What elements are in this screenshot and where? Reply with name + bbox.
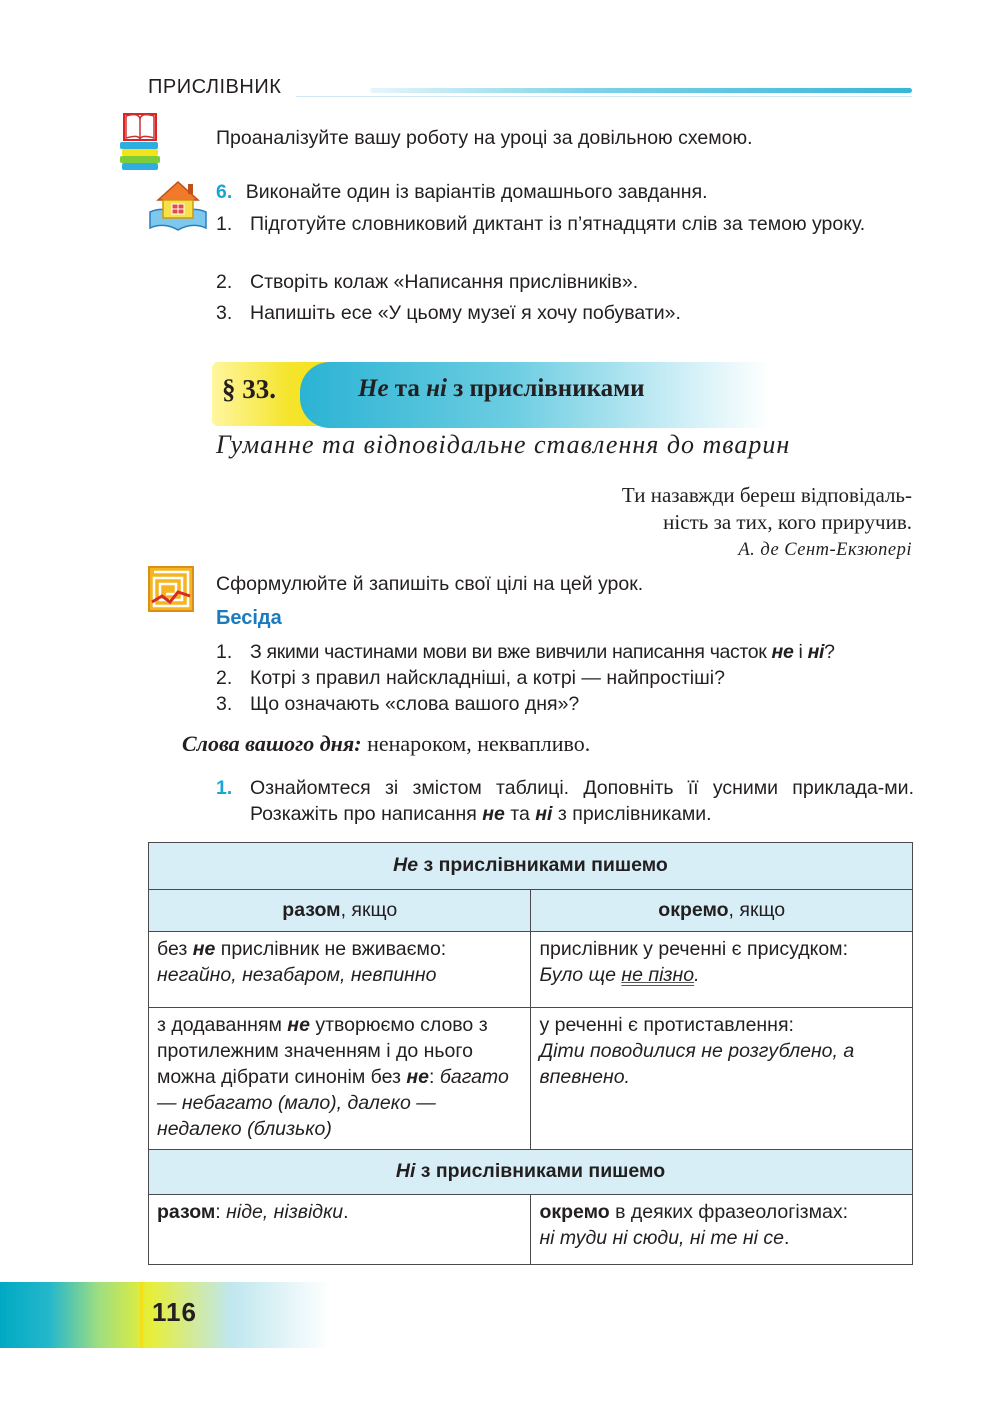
header-ne: Не <box>393 854 419 876</box>
exercise-number: 1. <box>216 777 233 799</box>
q1-ne: не <box>771 641 794 663</box>
cell-bold: окремо <box>539 1201 610 1223</box>
table-header-ne <box>149 843 913 890</box>
table-cell <box>149 1008 531 1150</box>
conversation-heading: Бесіда <box>216 607 282 629</box>
page-number: 116 <box>152 1297 197 1327</box>
list-item <box>216 665 914 691</box>
list-item <box>216 639 914 665</box>
cell-text: утворюємо слово з протилежним значенням і до нього можна дібрати синонім без <box>157 1014 488 1088</box>
q1-mid: і <box>793 641 808 663</box>
list-text <box>250 639 914 665</box>
header-thin-rule <box>296 96 912 97</box>
cell-ne: не <box>287 1014 310 1036</box>
footer-divider <box>140 1282 143 1348</box>
cell-example: негайно, незабаром, невпинно <box>157 964 437 986</box>
cell-example: Діти поводилися не розгублено, а впевнено. <box>539 1040 855 1088</box>
table-cell <box>531 1008 913 1150</box>
running-title: ПРИСЛІВНИК <box>148 76 282 98</box>
list-item <box>216 300 914 326</box>
cell-example: ніде, нізвідки <box>226 1201 344 1223</box>
exercise-text-start: Ознайомтеся зі змістом таблиці. Доповніть її усними приклада-ми. Розкажіть про написання <box>250 777 914 825</box>
cell-bold: разом <box>157 1201 216 1223</box>
list-text: Напишіть есе «У цьому музеї я хочу побувати». <box>250 302 681 324</box>
goals-text: Сформулюйте й запишіть свої цілі на цей урок. <box>216 573 644 595</box>
epigraph-line: ність за тих, кого приручив. <box>663 510 912 534</box>
homework-number: 6. <box>216 181 233 203</box>
list-number: 2. <box>216 271 233 293</box>
rules-table <box>148 842 913 1265</box>
cell-example-end: . <box>694 964 700 986</box>
house-book-icon <box>148 178 208 232</box>
words-list: ненароком, неквапливо. <box>361 731 591 756</box>
col2-bold: окремо <box>658 898 729 921</box>
table-cell <box>149 932 531 1008</box>
col1-rest: , якщо <box>340 898 398 921</box>
homework-intro-text: Виконайте один із варіантів домашнього завдання. <box>245 181 708 203</box>
list-text: Підготуйте словниковий диктант із п’ятнадцяти слів за темою уроку. <box>250 213 866 235</box>
cell-text: : <box>429 1066 440 1088</box>
words-of-day <box>182 731 590 757</box>
col1-bold: разом <box>282 898 341 921</box>
q1-ni: ні <box>807 641 825 663</box>
cell-text: в деяких фразеологізмах: <box>609 1201 849 1223</box>
list-text: Котрі з правил найскладніші, а котрі — найпростіші? <box>250 667 725 689</box>
list-number: 3. <box>216 693 233 715</box>
q1-end: ? <box>824 641 835 663</box>
exercise-mid: та <box>504 803 536 825</box>
exercise-ne: не <box>482 803 505 825</box>
cell-text: : <box>215 1201 227 1223</box>
col2-rest: , якщо <box>728 898 786 921</box>
list-number: 2. <box>216 667 233 689</box>
maze-icon <box>148 566 194 612</box>
words-label: Слова вашого дня: <box>182 731 362 756</box>
cell-text: прислівник у реченні є присудком: <box>539 938 848 960</box>
header-ne-rest: з прислівниками пишемо <box>418 854 668 876</box>
section-title <box>358 375 645 403</box>
header-ni-rest: з прислівниками пишемо <box>415 1160 666 1182</box>
section-subtitle: Гуманне та відповідальне ставлення до тварин <box>216 430 791 459</box>
list-text: Що означають «слова вашого дня»? <box>250 693 580 715</box>
cell-example: ні туди ні сюди, ні те ні се <box>539 1227 784 1249</box>
list-item <box>216 211 914 237</box>
cell-text: . <box>343 1201 349 1223</box>
exercise-text <box>250 775 914 827</box>
table-cell <box>149 1195 531 1265</box>
table-cell <box>531 1195 913 1265</box>
books-icon <box>118 112 162 172</box>
section-number: § 33. <box>222 374 276 404</box>
cell-example: Було ще <box>539 964 622 986</box>
list-number: 3. <box>216 302 233 324</box>
table-header-ni <box>149 1150 913 1195</box>
q1-text: З якими частинами мови ви вже вивчили написання часток <box>250 641 772 663</box>
epigraph <box>622 482 912 536</box>
title-rest: з прислівниками <box>446 375 645 402</box>
list-number: 1. <box>216 213 233 235</box>
list-number: 1. <box>216 641 233 663</box>
cell-text: прислівник не вживаємо: <box>215 938 447 960</box>
homework-intro <box>216 179 708 205</box>
cell-example-underlined: не пізно <box>621 964 695 986</box>
cell-example: багато — небагато (мало), далеко — недалеко (близько) <box>157 1066 509 1140</box>
column-header-together <box>149 890 531 932</box>
title-ta: та <box>388 375 427 402</box>
title-ni: ні <box>426 375 447 402</box>
exercise <box>216 775 914 827</box>
title-ne: Не <box>358 375 389 402</box>
epigraph-author: А. де Сент-Екзюпері <box>738 540 912 560</box>
header-rule <box>370 88 912 93</box>
table-cell <box>531 932 913 1008</box>
cell-text: у реченні є протиставлення: <box>539 1014 794 1036</box>
epigraph-line: Ти назавжди береш відповідаль- <box>621 483 912 507</box>
exercise-end: з прислівниками. <box>552 803 712 825</box>
cell-text: з додаванням <box>157 1014 288 1036</box>
column-header-separate <box>531 890 913 932</box>
cell-ne: не <box>406 1066 430 1088</box>
list-item <box>216 691 914 717</box>
list-item <box>216 269 914 295</box>
exercise-ni: ні <box>535 803 553 825</box>
cell-text: без <box>157 938 193 960</box>
cell-ne: не <box>192 938 216 960</box>
header-ni: Ні <box>395 1160 416 1182</box>
cell-text: . <box>783 1227 790 1249</box>
reflection-text: Проаналізуйте вашу роботу на уроці за довільною схемою. <box>216 127 753 149</box>
list-text: Створіть колаж «Написання прислівників». <box>250 271 639 293</box>
